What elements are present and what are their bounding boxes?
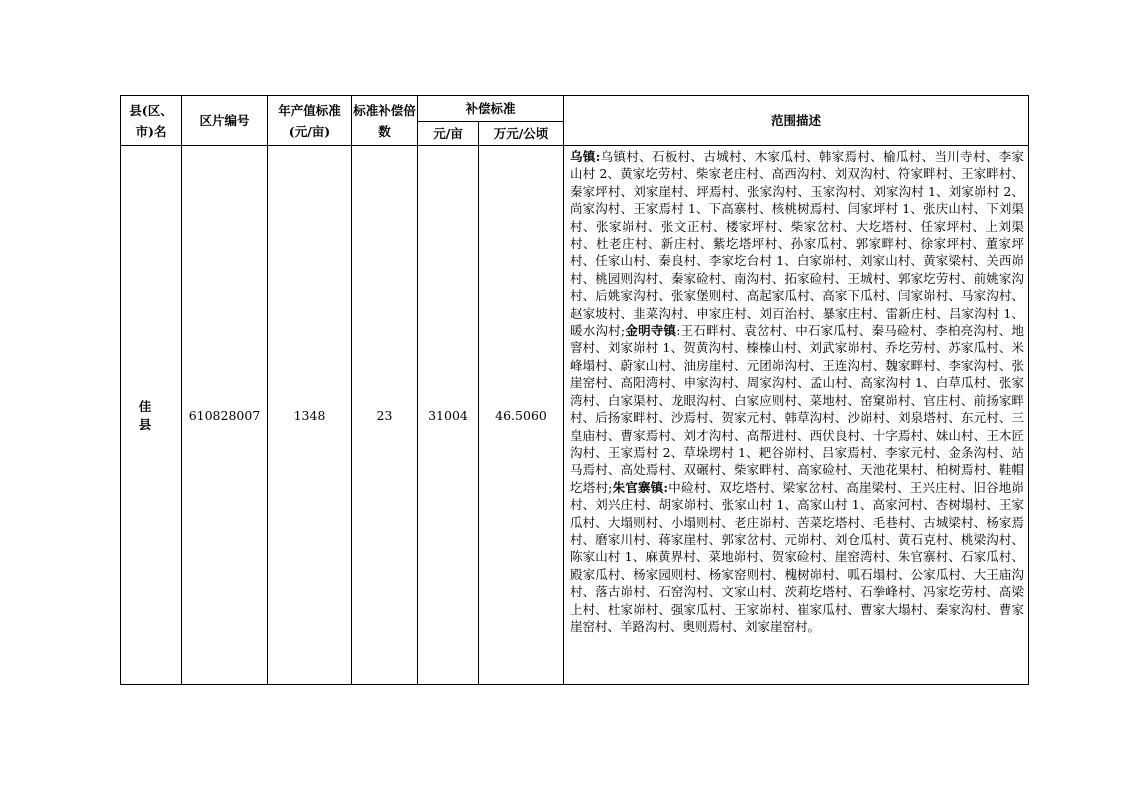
- cell-scope-description: [564, 146, 1029, 685]
- town-villages-zhuguanzhai: 中硷村、双圪塔村、梁家岔村、高崖梁村、王兴庄村、旧谷地峁村、刘兴庄村、胡家峁村、张家山村 1、高家山村 1、高家河村、杏树塌村、王家瓜村、大塌则村、小塌则村、老庄峁村、苦菜圪塔村、毛巷村、古城梁村、杨家焉村、磨家川村、蒋家崖村、郭家岔村、元峁村、刘仓瓜村、黄石克村、桃梁沟村、陈家山村 1、麻黄界村、菜地峁村、贺家硷村、崖窑湾村、朱官寨村、石家瓜村、殿家瓜村、杨家园则村、杨家窑则村、槐树峁村、呱石塌村、公家瓜村、大王庙沟村、落古峁村、石窑沟村、文家山村、茨莉圪塔村、石拳峰村、冯家圪劳村、高梁上村、杜家峁村、强家瓜村、王家峁村、崔家瓜村、曹家大塌村、秦家沟村、曹家崖窑村、羊路沟村、奥则焉村、刘家崖窑村。: [570, 479, 1025, 634]
- header-multiple: 标准补偿倍数: [352, 96, 418, 146]
- town-name-zhuguanzhai: 朱官寨镇:: [612, 479, 669, 495]
- town-villages-wuzhen: 乌镇村、石板村、古城村、木家瓜村、韩家焉村、榆瓜村、当川寺村、李家山村 2、黄家圪劳村、柴家老庄村、高西沟村、刘双沟村、符家畔村、王家畔村、秦家坪村、刘家崖村、坪焉村、张家沟村、玉家沟村、刘家沟村 1、刘家峁村 2、尚家沟村、王家焉村 1、下高寨村、核桃树焉村、闫家坪村 1、张庆山村、下刘渠村、张家峁村、张文正村、楼家坪村、柴家岔村、大圪塔村、任家坪村、上刘渠村、杜老庄村、新庄村、紫圪塔坪村、孙家瓜村、郭家畔村、徐家坪村、董家坪村、任家山村、秦良村、李家圪台村 1、白家峁村、刘家山村、黄家梁村、关西峁村、桃园则沟村、秦家硷村、南沟村、拓家硷村、王城村、郭家圪劳村、前姚家沟村、后姚家沟村、张家堡则村、高起家瓜村、高家下瓜村、闫家峁村、马家沟村、赵家坡村、韭菜沟村、申家庄村、刘百治村、暴家庄村、雷新庄村、吕家沟村 1、暖水沟村;: [570, 149, 1025, 339]
- cell-multiple: 23: [352, 146, 418, 685]
- land-compensation-table: [120, 95, 1029, 685]
- cell-wan-per-ha: 46.5060: [479, 146, 564, 685]
- cell-county: 佳 县: [121, 146, 182, 685]
- header-yuan-per-mu: 元/亩: [418, 122, 479, 146]
- town-name-jinmingsi: 金明寺镇: [625, 323, 677, 339]
- header-wan-per-ha: 万元/公顷: [479, 122, 564, 146]
- header-county: 县(区、市)名: [121, 96, 182, 146]
- town-villages-jinmingsi: :王石畔村、袁岔村、中石家瓜村、秦马硷村、李柏亮沟村、地窨村、刘家峁村 1、贺黄沟村、榛榛山村、刘武家峁村、乔圪劳村、苏家瓜村、米峰塌村、蔚家山村、油房崖村、元团峁沟村、王连沟村、魏家畔村、李家沟村、张崖窑村、高阳湾村、申家沟村、周家沟村、孟山村、高家沟村 1、白草瓜村、张家湾村、白家渠村、龙眼沟村、白家应则村、菜地村、窑窠峁村、官庄村、前扬家畔村、后扬家畔村、沙焉村、贺家元村、韩草沟村、沙峁村、刘泉塔村、东元村、三皇庙村、曹家焉村、刘才沟村、高帮进村、西伏良村、十字焉村、妹山村、王木匠沟村、王家焉村 2、草垛塄村 1、耙谷峁村、吕家焉村、李家元村、金条沟村、站马焉村、高处焉村、双碾村、柴家畔村、高家硷村、天池花果村、柏树焉村、鞋帽圪塔村;: [570, 323, 1025, 495]
- town-name-wuzhen: 乌镇:: [570, 149, 601, 164]
- header-compensation: 补偿标准: [418, 96, 564, 122]
- cell-annual-output: 1348: [268, 146, 352, 685]
- table-row: [121, 146, 1029, 685]
- cell-zone-code: 610828007: [182, 146, 268, 685]
- header-annual-output: 年产值标准(元/亩): [268, 96, 352, 146]
- header-zone-code: 区片编号: [182, 96, 268, 146]
- cell-yuan-per-mu: 31004: [418, 146, 479, 685]
- header-scope: 范围描述: [564, 96, 1029, 146]
